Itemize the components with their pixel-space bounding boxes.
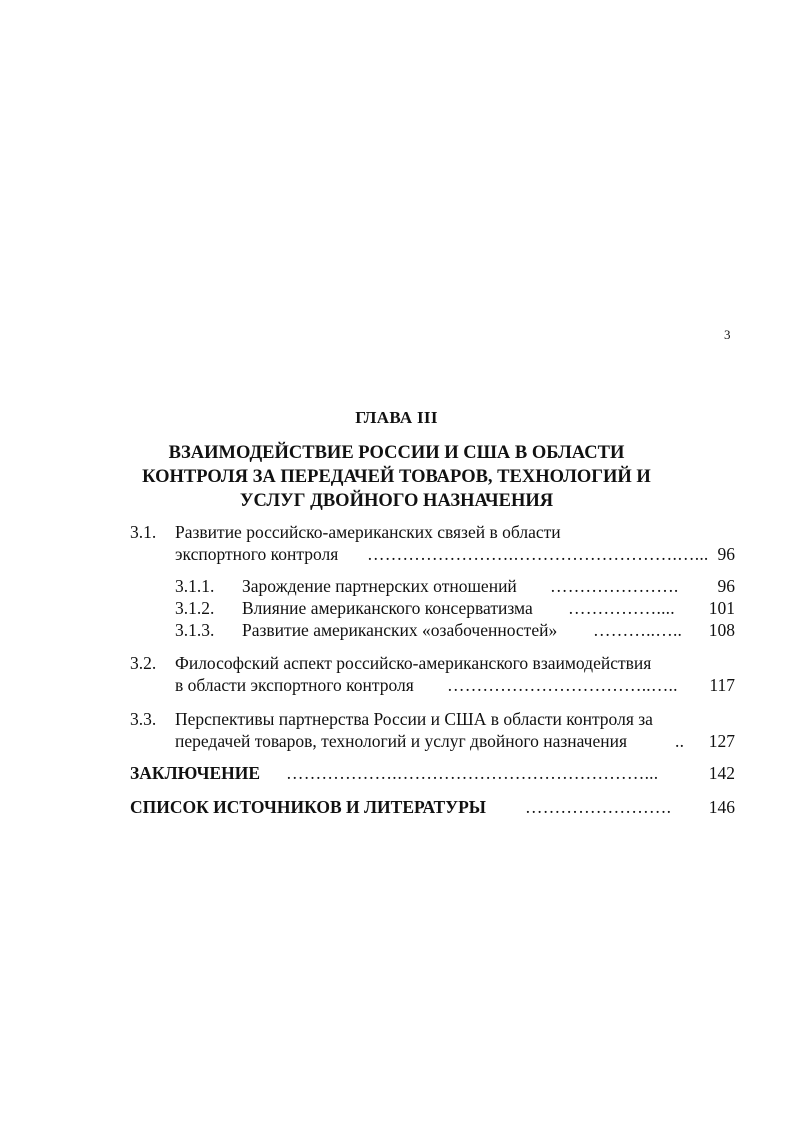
toc-number: 3.1. [130,522,157,542]
toc-text: Развитие американских «озабоченностей» [242,620,558,640]
toc-page: 108 [708,620,735,640]
toc-leader: ……………….……………………………………... [286,763,659,783]
toc-text-cont: в области экспортного контроля [175,675,414,695]
toc-leader: …………….... [568,598,675,618]
toc-entry-3-1-1 [175,575,740,597]
toc-page: 146 [708,797,735,817]
toc-text: Развитие российско-американских связей в области [175,522,561,542]
toc-entry-conclusion [130,762,740,784]
toc-page: 127 [708,731,735,751]
toc-entry-3-3 [130,708,740,756]
toc-page: 142 [708,763,735,783]
toc-text: СПИСОК ИСТОЧНИКОВ И ЛИТЕРАТУРЫ [130,797,486,817]
toc-entry-3-2 [130,652,740,700]
toc-page: 96 [717,544,735,564]
chapter-label: ГЛАВА III [355,408,438,427]
toc-entry-sources [130,796,740,818]
toc-text-cont: передачей товаров, технологий и услуг двойного назначения [175,731,628,751]
toc-page: 96 [717,576,735,596]
toc-number: 3.1.3. [175,620,215,640]
chapter-title-line-1: ВЗАИМОДЕЙСТВИЕ РОССИИ И США В ОБЛАСТИ [168,443,625,463]
toc-leader: ………..….. [593,620,683,640]
toc-entry-3-1-2 [175,597,740,619]
toc-text-cont: экспортного контроля [175,544,339,564]
toc-text: Перспективы партнерства России и США в области контроля за [175,709,653,729]
toc-entry-3-1 [130,521,740,569]
chapter-title-line-2: КОНТРОЛЯ ЗА ПЕРЕДАЧЕЙ ТОВАРОВ, ТЕХНОЛОГИЙ И [142,467,651,487]
toc-leader: …………………. [550,576,679,596]
toc-entry-3-1-3 [175,619,740,641]
page-number: 3 [724,327,731,342]
toc-number: 3.3. [130,709,157,729]
toc-number: 3.1.2. [175,598,215,618]
toc-leader: ……………………………..….. [447,675,678,695]
toc-number: 3.2. [130,653,157,673]
toc-page: 101 [708,598,735,618]
chapter-title-line-3: УСЛУГ ДВОЙНОГО НАЗНАЧЕНИЯ [239,491,554,511]
toc-number: 3.1.1. [175,576,215,596]
toc-leader: ……………………. [525,797,672,817]
toc-page: 117 [709,675,735,695]
toc-leader: …………………….……………………….…... [367,544,709,564]
toc-text: ЗАКЛЮЧЕНИЕ [130,763,261,783]
toc-text: Влияние американского консерватизма [242,598,533,618]
toc-text: Философский аспект российско-американского взаимодействия [175,653,652,673]
toc-text: Зарождение партнерских отношений [242,576,517,596]
toc-leader: .. [675,731,685,751]
chapter-title [0,441,793,513]
